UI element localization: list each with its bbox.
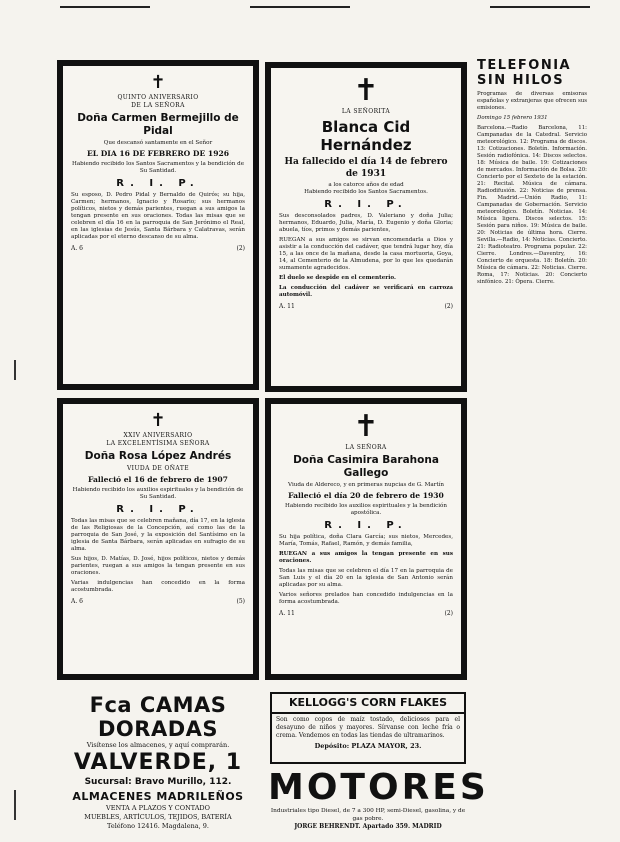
ad-line: Teléfono 12416. Magdalena, 9. <box>107 822 209 830</box>
ad-line: Industriales tipo Diesel, de 7 a 300 HP, semi-Diesel, gasolina, y de gas pobre. <box>270 808 466 822</box>
ad-almacenes <box>52 790 264 835</box>
rip-label: R. I. P. <box>116 504 200 515</box>
ad-headline: ALMACENES MADRILEÑOS <box>72 790 244 803</box>
obituary-rosa <box>57 398 259 680</box>
notice-line: VIUDA DE OÑATE <box>126 465 190 472</box>
footer-number: (2) <box>444 610 453 617</box>
ad-headline: KELLOGG'S CORN FLAKES <box>272 694 464 714</box>
ad-line: MUEBLES, ARTÍCULOS, TEJIDOS, BATERÍA <box>84 813 232 821</box>
notice-line: Habiendo recibido los Santos Sacramentos y la bendición de Su Santidad. <box>71 161 245 174</box>
footer-code: A. 11 <box>279 610 295 617</box>
obituary-blanca <box>265 62 467 392</box>
notice-body-2: RUEGAN a sus amigos la tengan presente en sus oraciones. <box>279 551 453 564</box>
radio-column-intro: Programas de diversas emisoras españolas y extranjeras que ofrecen sus emisiones. <box>477 91 587 111</box>
obituary-carmen <box>57 60 259 390</box>
death-date: EL DIA 16 DE FEBRERO DE 1926 <box>86 149 230 158</box>
top-rule <box>490 6 590 8</box>
death-date: Falleció el día 20 de febrero de 1930 <box>288 491 444 500</box>
pre-title-2: LA EXCELENTÍSIMA SEÑORA <box>106 440 210 447</box>
footer-code: A. 6 <box>71 245 83 252</box>
notice-body-2: RUEGAN a sus amigos se sirvan encomendarla a Dios y asistir a la conducción del cadáver, que tendrá lugar hoy, día 15, a las once de la mañana, desde la casa mortuoria, Goya, 14, al Cementerio de la Almudena, por lo que les quedarán sumamente agradecidos. <box>279 237 453 271</box>
footer-number: (5) <box>236 598 245 605</box>
ad-address: Depósito: PLAZA MAYOR, 23. <box>314 742 422 750</box>
ad-headline: MOTORES <box>268 767 489 808</box>
cross-icon: ✝ <box>353 409 379 444</box>
notice-footer <box>71 598 245 605</box>
ad-motores <box>268 767 489 834</box>
pre-title: LA SEÑORITA <box>341 108 391 115</box>
deceased-name: Blanca Cid Hernández <box>320 118 412 154</box>
margin-mark <box>14 790 16 820</box>
notice-body: Sus desconsolados padres, D. Valeriano y doña Julia; hermanos, Eduardo, Julia, María, D. Eugenio y doña Gloria; abuela, tíos, primos y demás parientes, <box>279 213 453 233</box>
deceased-name: Doña Casimira Barahona Gallego <box>293 454 439 479</box>
notice-note: El duelo se despide en el cementerio. <box>279 275 396 281</box>
notice-footer <box>279 303 453 310</box>
cross-icon: ✝ <box>150 72 166 93</box>
death-date: Falleció el 16 de febrero de 1907 <box>88 475 228 484</box>
cross-icon: ✝ <box>150 410 166 431</box>
pre-title-2: DE LA SEÑORA <box>131 102 185 109</box>
top-rule <box>60 6 150 8</box>
ad-headline: Fca CAMAS DORADAS <box>89 693 227 741</box>
notice-footer <box>279 610 453 617</box>
notice-line: Que descansó santamente en el Señor <box>103 140 213 146</box>
ad-camas-doradas <box>52 693 264 788</box>
notice-body-2: Sus hijos, D. Matías, D. José, hijos políticos, nietos y demás parientes, ruegan a sus amigos la tengan presente en sus oraciones. <box>71 556 245 576</box>
notice-line: Habiendo recibido los Santos Sacramentos. <box>304 189 428 195</box>
death-date: Ha fallecido el día 14 de febrero de 1931 <box>284 157 448 179</box>
ad-brand: VALVERDE, 1 <box>73 750 243 775</box>
rip-label: R. I. P. <box>324 199 408 210</box>
ad-kelloggs <box>270 692 466 764</box>
deceased-name: Doña Rosa López Andrés <box>84 450 232 462</box>
top-rule <box>250 6 350 8</box>
footer-number: (2) <box>236 245 245 252</box>
notice-line: a los catorce años de edad <box>328 182 404 188</box>
rip-label: R. I. P. <box>116 178 200 189</box>
footer-number: (2) <box>444 303 453 310</box>
pre-title: XXIV ANIVERSARIO <box>123 432 193 439</box>
notice-note-2: Varios señores prelados han concedido indulgencias en la forma acostumbrada. <box>279 592 453 605</box>
notice-line: Habiendo recibido los auxilios espirituales y la bendición de Su Santidad. <box>72 487 244 500</box>
radio-column-title: TELEFONIA SIN HILOS <box>477 58 572 88</box>
radio-column-body: Barcelona.—Radio Barcelona, 11: Campanadas de la Catedral. Servicio meteorológico. 12: Programa de discos. 13: Cotizaciones. Boletín. Información. Sesión radiofónica. 14: Discos selectos. 18: Música de baile. 19: Cotizaciones de mercados. Información de Bolsa. 20: Concierto por el Sexteto de la estación. 21: Recital. Música de cámara. Radiodifusión. 22: Noticias de prensa. Fin. Madrid.—Unión Radio, 11: Campanadas de Gobernación. Servicio meteorológico. Boletín. Noticias. 14: Música ligera. Discos selectos. 15: Sesión para niños. 19: Música de baile. 20: Noticias de última hora. Cierre. Sevilla.—Radio, 14: Noticias. Concierto. 21: Radioteatro. Programa popular. 22: Cierre. Londres.—Daventry, 16: Concierto de orquesta. 18: Boletín. 20: Música de cámara. 22: Noticias. Cierre. Roma, 17: Noticias. 20: Concierto sinfónico. 21: Ópera. Cierre. <box>477 125 587 285</box>
pre-title: LA SEÑORA <box>345 444 387 451</box>
notice-note: Varias indulgencias han concedido en la forma acostumbrada. <box>71 580 245 593</box>
footer-code: A. 11 <box>279 303 295 310</box>
footer-code: A. 6 <box>71 598 83 605</box>
rip-label: R. I. P. <box>324 520 408 531</box>
notice-body: Su hija política, doña Clara García; sus nietos, Mercedes, María, Tomás, Rafael, Ramón, y demás familia, <box>279 534 453 547</box>
notice-line: Viuda de Aldereco, y en primeras nupcias de G. Martín <box>288 482 444 488</box>
radio-column-date: Domingo 15 febrero 1931 <box>477 115 548 121</box>
notice-footer <box>71 245 245 252</box>
ad-line: JORGE BEHRENDT. Apartado 359. MADRID <box>294 823 442 830</box>
ad-line: VENTA A PLAZOS Y CONTADO <box>106 804 210 812</box>
notice-body: Su esposo, D. Pedro Pidal y Bernaldo de Quirós; su hija, Carmen; hermanos, Ignacio y Rosario; sus hermanos políticos, nietos y demás parientes, ruegan a sus amigos la tengan presente en sus oraciones. Todas las misas que se celebren el día 16 en la parroquia de San Jerónimo el Real, en las iglesias de Jesús, Santa Bárbara y Calatravas, serán aplicadas por el eterno descanso de su alma. <box>71 192 245 240</box>
cross-icon: ✝ <box>353 73 379 108</box>
ad-body: Son como copos de maíz tostado, deliciosos para el desayuno de niños y mayores. Sírvanse con leche fría o crema. Vendemos en todas las tiendas de ultramarinos. <box>276 716 460 739</box>
ad-branch: Sucursal: Bravo Murillo, 112. <box>84 777 232 787</box>
deceased-name: Doña Carmen Bermejillo de Pidal <box>77 112 239 137</box>
notice-line: Habiendo recibido los auxilios espirituales y la bendición apostólica. <box>284 503 448 516</box>
notice-note-2: La conducción del cadáver se verificará en carroza automóvil. <box>279 285 453 298</box>
ad-line: Visítense los almacenes, y aquí comprarán. <box>86 741 230 749</box>
margin-mark <box>14 360 16 380</box>
notice-note: Todas las misas que se celebren el día 17 en la parroquia de San Luis y el día 20 en la iglesia de San Antonio serán aplicadas por su alma. <box>279 568 453 588</box>
pre-title: QUINTO ANIVERSARIO <box>117 94 199 101</box>
radio-column <box>477 58 587 286</box>
notice-body: Todas las misas que se celebren mañana, día 17, en la iglesia de las Religiosas de la Concepción, así como las de la parroquia de San José, y la exposición del Santísimo en la iglesia de Santa Bárbara, serán aplicadas en sufragio de su alma. <box>71 518 245 552</box>
obituary-casimira <box>265 398 467 680</box>
